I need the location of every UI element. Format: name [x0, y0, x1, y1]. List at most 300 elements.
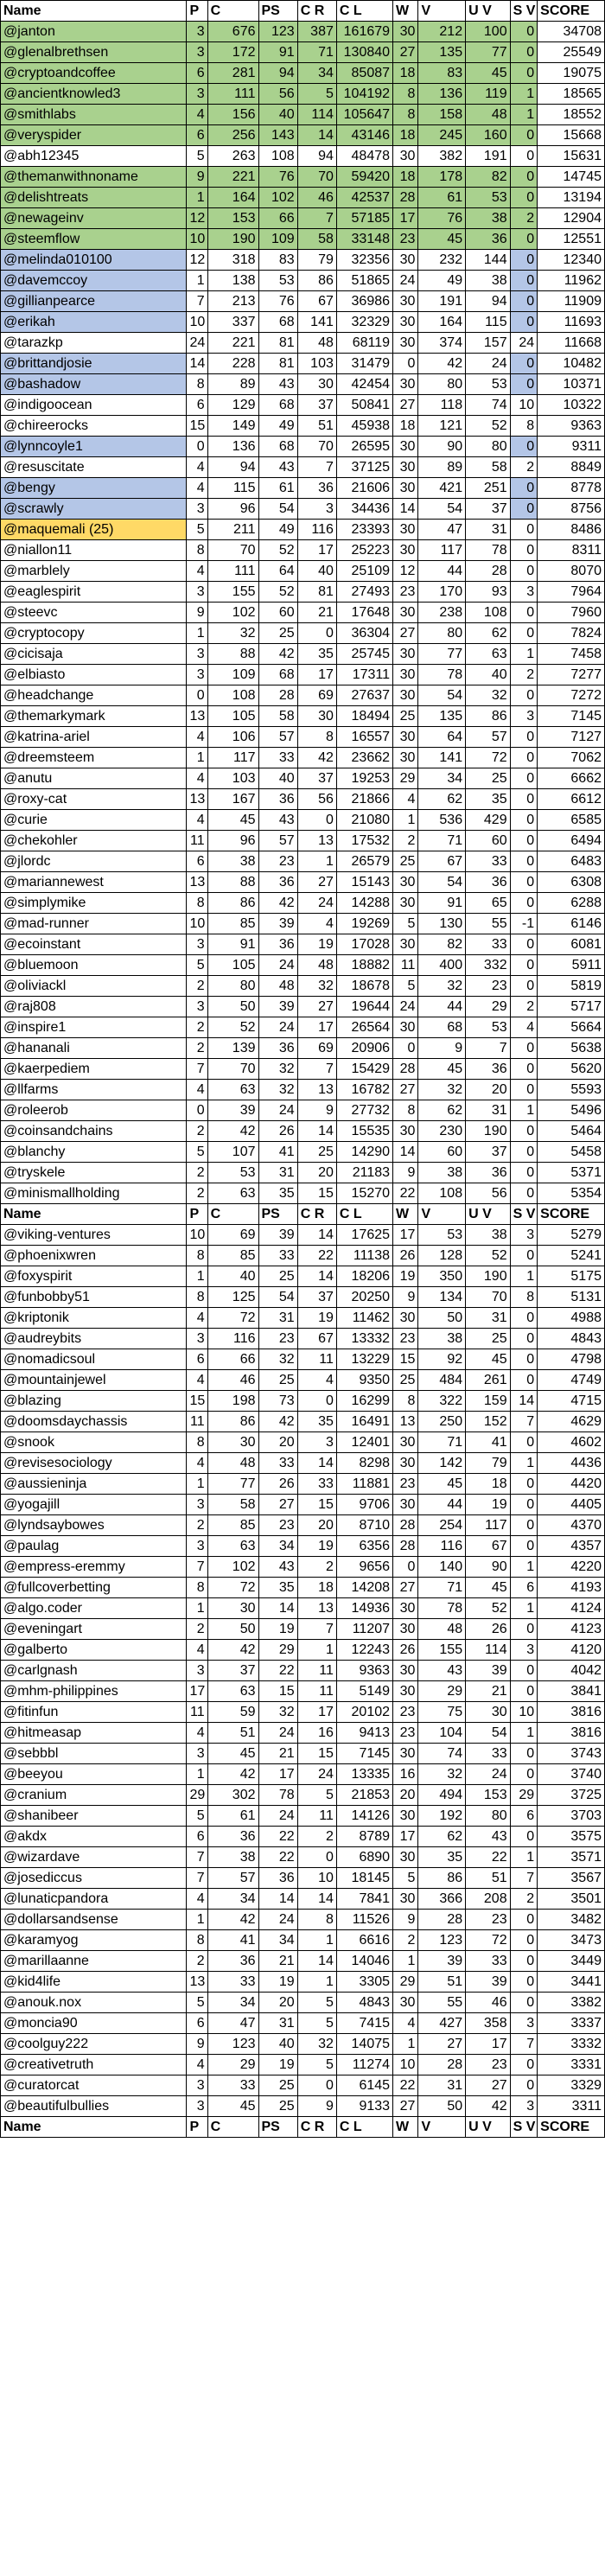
cell-sv: 0 [510, 291, 538, 312]
cell-cr: 70 [297, 167, 336, 188]
user-name-cell: @blazing [1, 1391, 187, 1412]
user-name-cell: @revisesociology [1, 1453, 187, 1474]
cell-cl: 11881 [336, 1474, 392, 1495]
cell-p: 8 [187, 1930, 207, 1951]
cell-uv: 51 [466, 1868, 511, 1889]
table-row [1, 478, 605, 499]
cell-sv: 0 [510, 623, 538, 644]
cell-c: 45 [207, 2096, 258, 2117]
cell-uv: 79 [466, 1453, 511, 1474]
header-row [1, 1204, 605, 1225]
cell-w: 30 [393, 1308, 418, 1329]
table-row [1, 271, 605, 291]
cell-c: 63 [207, 1080, 258, 1100]
cell-cl: 105647 [336, 105, 392, 125]
cell-w: 4 [393, 789, 418, 810]
cell-v: 42 [418, 354, 466, 374]
cell-sv: 0 [510, 374, 538, 395]
cell-c: 155 [207, 582, 258, 603]
cell-c: 256 [207, 125, 258, 146]
cell-uv: 37 [466, 499, 511, 520]
cell-p: 8 [187, 893, 207, 914]
cell-p: 4 [187, 1370, 207, 1391]
table-row [1, 2075, 605, 2096]
user-name-cell: @karamyog [1, 1930, 187, 1951]
cell-cr: 15 [297, 1495, 336, 1515]
cell-cr: 3 [297, 499, 336, 520]
cell-ps: 25 [258, 1370, 297, 1391]
cell-sv: 0 [510, 1619, 538, 1640]
cell-c: 70 [207, 1059, 258, 1080]
cell-ps: 60 [258, 603, 297, 623]
cell-score: 10371 [538, 374, 605, 395]
cell-v: 77 [418, 644, 466, 665]
column-header-score: SCORE [538, 1204, 605, 1225]
cell-w: 30 [393, 603, 418, 623]
user-name-cell: @steemflow [1, 229, 187, 250]
cell-uv: 38 [466, 271, 511, 291]
cell-c: 115 [207, 478, 258, 499]
user-name-cell: @foxyspirit [1, 1266, 187, 1287]
cell-c: 50 [207, 1619, 258, 1640]
cell-v: 366 [418, 1889, 466, 1910]
cell-v: 45 [418, 1474, 466, 1495]
cell-p: 4 [187, 1453, 207, 1474]
cell-v: 140 [418, 1557, 466, 1578]
user-name-cell: @kid4life [1, 1972, 187, 1993]
cell-sv: 7 [510, 2034, 538, 2055]
cell-c: 96 [207, 499, 258, 520]
cell-ps: 36 [258, 1038, 297, 1059]
cell-cr: 141 [297, 312, 336, 333]
cell-c: 38 [207, 851, 258, 872]
cell-w: 27 [393, 623, 418, 644]
cell-sv: 2 [510, 665, 538, 685]
table-row [1, 1349, 605, 1370]
cell-uv: 33 [466, 1951, 511, 1972]
cell-sv: 0 [510, 789, 538, 810]
user-name-cell: @josediccus [1, 1868, 187, 1889]
cell-score: 3567 [538, 1868, 605, 1889]
cell-cr: 14 [297, 125, 336, 146]
cell-w: 8 [393, 1391, 418, 1412]
cell-v: 54 [418, 872, 466, 893]
cell-cl: 130840 [336, 42, 392, 63]
cell-score: 6288 [538, 893, 605, 914]
cell-c: 190 [207, 229, 258, 250]
cell-w: 30 [393, 1806, 418, 1827]
cell-p: 9 [187, 603, 207, 623]
cell-v: 108 [418, 1183, 466, 1204]
cell-p: 11 [187, 1412, 207, 1432]
cell-ps: 83 [258, 250, 297, 271]
cell-cl: 14126 [336, 1806, 392, 1827]
cell-cl: 19253 [336, 768, 392, 789]
cell-w: 17 [393, 1225, 418, 1246]
cell-p: 5 [187, 1806, 207, 1827]
cell-uv: 25 [466, 1329, 511, 1349]
cell-cl: 23393 [336, 520, 392, 540]
cell-c: 36 [207, 1827, 258, 1847]
cell-ps: 31 [258, 1308, 297, 1329]
cell-cl: 27637 [336, 685, 392, 706]
cell-cr: 32 [297, 976, 336, 997]
cell-cl: 25223 [336, 540, 392, 561]
cell-p: 13 [187, 872, 207, 893]
cell-c: 302 [207, 1785, 258, 1806]
cell-cr: 14 [297, 1453, 336, 1474]
cell-cl: 12401 [336, 1432, 392, 1453]
cell-v: 254 [418, 1515, 466, 1536]
cell-cl: 17625 [336, 1225, 392, 1246]
table-row [1, 665, 605, 685]
user-name-cell: @bengy [1, 478, 187, 499]
cell-ps: 35 [258, 1183, 297, 1204]
cell-cl: 36986 [336, 291, 392, 312]
cell-cr: 13 [297, 1080, 336, 1100]
user-name-cell: @chekohler [1, 831, 187, 851]
cell-sv: 0 [510, 1536, 538, 1557]
cell-w: 19 [393, 1266, 418, 1287]
cell-sv: 0 [510, 1370, 538, 1391]
cell-ps: 40 [258, 105, 297, 125]
cell-sv: 1 [510, 644, 538, 665]
table-row [1, 603, 605, 623]
cell-uv: 114 [466, 1640, 511, 1661]
user-name-cell: @hananali [1, 1038, 187, 1059]
cell-w: 26 [393, 1246, 418, 1266]
cell-score: 34708 [538, 22, 605, 42]
cell-cl: 9413 [336, 1723, 392, 1744]
user-name-cell: @roxy-cat [1, 789, 187, 810]
cell-sv: 7 [510, 1868, 538, 1889]
cell-ps: 21 [258, 1744, 297, 1764]
cell-cr: 19 [297, 934, 336, 955]
cell-ps: 52 [258, 582, 297, 603]
cell-w: 23 [393, 1474, 418, 1495]
table-row [1, 125, 605, 146]
cell-v: 238 [418, 603, 466, 623]
cell-ps: 39 [258, 914, 297, 934]
cell-v: 123 [418, 1930, 466, 1951]
cell-score: 11962 [538, 271, 605, 291]
column-header-c: C [207, 1204, 258, 1225]
cell-c: 53 [207, 1163, 258, 1183]
cell-c: 86 [207, 1412, 258, 1432]
cell-uv: 153 [466, 1785, 511, 1806]
cell-cl: 14046 [336, 1951, 392, 1972]
user-name-cell: @headchange [1, 685, 187, 706]
table-row [1, 1993, 605, 2013]
cell-w: 26 [393, 1640, 418, 1661]
cell-sv: 0 [510, 851, 538, 872]
cell-w: 30 [393, 665, 418, 685]
cell-sv: 0 [510, 561, 538, 582]
cell-c: 228 [207, 354, 258, 374]
cell-cl: 9706 [336, 1495, 392, 1515]
cell-p: 7 [187, 291, 207, 312]
cell-cl: 12243 [336, 1640, 392, 1661]
cell-p: 24 [187, 333, 207, 354]
table-row [1, 333, 605, 354]
cell-cl: 34436 [336, 499, 392, 520]
table-row [1, 354, 605, 374]
column-header-sv: S V [510, 1, 538, 22]
cell-w: 30 [393, 1681, 418, 1702]
user-name-cell: @eaglespirit [1, 582, 187, 603]
cell-ps: 53 [258, 271, 297, 291]
cell-uv: 152 [466, 1412, 511, 1432]
cell-w: 13 [393, 1412, 418, 1432]
cell-score: 4988 [538, 1308, 605, 1329]
cell-uv: 53 [466, 1017, 511, 1038]
column-header-cr: C R [297, 1, 336, 22]
cell-w: 18 [393, 416, 418, 437]
cell-p: 2 [187, 1951, 207, 1972]
cell-score: 4124 [538, 1598, 605, 1619]
cell-p: 2 [187, 1017, 207, 1038]
user-name-cell: @dollarsandsense [1, 1910, 187, 1930]
cell-w: 30 [393, 1619, 418, 1640]
cell-uv: 100 [466, 22, 511, 42]
table-row [1, 810, 605, 831]
cell-score: 3725 [538, 1785, 605, 1806]
cell-c: 33 [207, 2075, 258, 2096]
cell-p: 9 [187, 2034, 207, 2055]
cell-ps: 31 [258, 1163, 297, 1183]
cell-w: 28 [393, 188, 418, 208]
cell-ps: 52 [258, 540, 297, 561]
cell-w: 17 [393, 208, 418, 229]
cell-uv: 37 [466, 1142, 511, 1163]
cell-score: 5131 [538, 1287, 605, 1308]
cell-p: 5 [187, 955, 207, 976]
column-header-v: V [418, 2117, 466, 2138]
cell-uv: 160 [466, 125, 511, 146]
user-name-cell: @brittandjosie [1, 354, 187, 374]
cell-w: 2 [393, 1930, 418, 1951]
cell-uv: 25 [466, 768, 511, 789]
cell-cr: 17 [297, 665, 336, 685]
user-name-cell: @niallon11 [1, 540, 187, 561]
cell-score: 5175 [538, 1266, 605, 1287]
user-name-cell: @marblely [1, 561, 187, 582]
cell-sv: 1 [510, 1598, 538, 1619]
cell-c: 70 [207, 540, 258, 561]
cell-uv: 191 [466, 146, 511, 167]
cell-c: 164 [207, 188, 258, 208]
cell-score: 11909 [538, 291, 605, 312]
cell-uv: 157 [466, 333, 511, 354]
cell-uv: 42 [466, 2096, 511, 2117]
cell-sv: 3 [510, 2096, 538, 2117]
user-name-cell: @mad-runner [1, 914, 187, 934]
cell-ps: 27 [258, 1495, 297, 1515]
cell-uv: 94 [466, 291, 511, 312]
table-row [1, 1889, 605, 1910]
cell-cl: 32356 [336, 250, 392, 271]
cell-w: 30 [393, 291, 418, 312]
cell-score: 7145 [538, 706, 605, 727]
cell-score: 4405 [538, 1495, 605, 1515]
cell-uv: 23 [466, 976, 511, 997]
cell-cl: 9656 [336, 1557, 392, 1578]
cell-cr: 103 [297, 354, 336, 374]
user-name-cell: @melinda010100 [1, 250, 187, 271]
user-name-cell: @nomadicsoul [1, 1349, 187, 1370]
user-name-cell: @themanwithnoname [1, 167, 187, 188]
cell-w: 28 [393, 1515, 418, 1536]
cell-ps: 54 [258, 499, 297, 520]
cell-w: 9 [393, 1287, 418, 1308]
cell-cl: 16557 [336, 727, 392, 748]
cell-p: 14 [187, 354, 207, 374]
cell-p: 7 [187, 1059, 207, 1080]
table-row [1, 1515, 605, 1536]
cell-v: 92 [418, 1349, 466, 1370]
cell-score: 3740 [538, 1764, 605, 1785]
cell-sv: 1 [510, 1557, 538, 1578]
user-name-cell: @tarazkp [1, 333, 187, 354]
table-row [1, 22, 605, 42]
cell-cr: 48 [297, 333, 336, 354]
cell-score: 6081 [538, 934, 605, 955]
cell-cr: 1 [297, 1972, 336, 1993]
cell-w: 30 [393, 685, 418, 706]
cell-w: 23 [393, 1702, 418, 1723]
cell-w: 15 [393, 1349, 418, 1370]
cell-w: 23 [393, 1723, 418, 1744]
cell-uv: 18 [466, 1474, 511, 1495]
cell-ps: 24 [258, 1017, 297, 1038]
cell-ps: 43 [258, 374, 297, 395]
cell-w: 0 [393, 354, 418, 374]
cell-cl: 17311 [336, 665, 392, 685]
cell-sv: 1 [510, 1266, 538, 1287]
cell-p: 6 [187, 1827, 207, 1847]
user-name-cell: @maquemali (25) [1, 520, 187, 540]
cell-w: 30 [393, 1017, 418, 1038]
user-name-cell: @oliviackl [1, 976, 187, 997]
cell-v: 43 [418, 1661, 466, 1681]
cell-w: 27 [393, 2096, 418, 2117]
cell-sv: 0 [510, 1744, 538, 1764]
user-name-cell: @sebbbl [1, 1744, 187, 1764]
cell-v: 350 [418, 1266, 466, 1287]
table-row [1, 1453, 605, 1474]
cell-cl: 37125 [336, 457, 392, 478]
cell-ps: 26 [258, 1474, 297, 1495]
cell-v: 38 [418, 1329, 466, 1349]
cell-cl: 11526 [336, 1910, 392, 1930]
cell-c: 39 [207, 1100, 258, 1121]
cell-cr: 71 [297, 42, 336, 63]
cell-score: 7960 [538, 603, 605, 623]
cell-score: 3449 [538, 1951, 605, 1972]
cell-c: 117 [207, 748, 258, 768]
cell-cl: 42454 [336, 374, 392, 395]
cell-ps: 76 [258, 291, 297, 312]
user-name-cell: @abh12345 [1, 146, 187, 167]
column-header-score: SCORE [538, 1, 605, 22]
cell-v: 76 [418, 208, 466, 229]
table-row [1, 63, 605, 84]
cell-cl: 26564 [336, 1017, 392, 1038]
cell-p: 1 [187, 623, 207, 644]
user-name-cell: @erikah [1, 312, 187, 333]
cell-cr: 19 [297, 1308, 336, 1329]
cell-score: 4843 [538, 1329, 605, 1349]
cell-c: 63 [207, 1681, 258, 1702]
cell-score: 7458 [538, 644, 605, 665]
cell-ps: 23 [258, 1329, 297, 1349]
table-row [1, 1246, 605, 1266]
cell-ps: 24 [258, 1806, 297, 1827]
cell-sv: 0 [510, 1121, 538, 1142]
cell-ps: 32 [258, 1702, 297, 1723]
cell-score: 4042 [538, 1661, 605, 1681]
cell-cl: 17532 [336, 831, 392, 851]
cell-cr: 8 [297, 727, 336, 748]
table-row [1, 1827, 605, 1847]
cell-score: 11693 [538, 312, 605, 333]
user-name-cell: @janton [1, 22, 187, 42]
table-row [1, 1536, 605, 1557]
cell-uv: 82 [466, 167, 511, 188]
table-row [1, 1868, 605, 1889]
cell-score: 4749 [538, 1370, 605, 1391]
cell-w: 9 [393, 1910, 418, 1930]
cell-ps: 24 [258, 1100, 297, 1121]
cell-uv: 159 [466, 1391, 511, 1412]
cell-v: 60 [418, 1142, 466, 1163]
cell-p: 2 [187, 1121, 207, 1142]
user-name-cell: @beeyou [1, 1764, 187, 1785]
cell-sv: 0 [510, 229, 538, 250]
cell-p: 1 [187, 1764, 207, 1785]
cell-v: 61 [418, 188, 466, 208]
cell-uv: 39 [466, 1661, 511, 1681]
cell-score: 3482 [538, 1910, 605, 1930]
cell-cl: 68119 [336, 333, 392, 354]
cell-uv: 40 [466, 665, 511, 685]
cell-v: 27 [418, 2034, 466, 2055]
cell-w: 9 [393, 1163, 418, 1183]
cell-uv: 26 [466, 1619, 511, 1640]
cell-p: 12 [187, 250, 207, 271]
cell-cr: 22 [297, 1246, 336, 1266]
cell-v: 53 [418, 1225, 466, 1246]
cell-p: 6 [187, 1349, 207, 1370]
cell-ps: 102 [258, 188, 297, 208]
cell-v: 130 [418, 914, 466, 934]
cell-ps: 56 [258, 84, 297, 105]
table-row [1, 1847, 605, 1868]
cell-cr: 34 [297, 63, 336, 84]
cell-w: 22 [393, 2075, 418, 2096]
table-row [1, 374, 605, 395]
cell-cr: 1 [297, 1930, 336, 1951]
cell-ps: 25 [258, 2096, 297, 2117]
cell-p: 4 [187, 561, 207, 582]
cell-v: 71 [418, 1578, 466, 1598]
cell-cl: 51865 [336, 271, 392, 291]
table-row [1, 457, 605, 478]
cell-uv: 35 [466, 789, 511, 810]
cell-p: 3 [187, 1495, 207, 1515]
user-name-cell: @yogajill [1, 1495, 187, 1515]
cell-uv: 54 [466, 1723, 511, 1744]
